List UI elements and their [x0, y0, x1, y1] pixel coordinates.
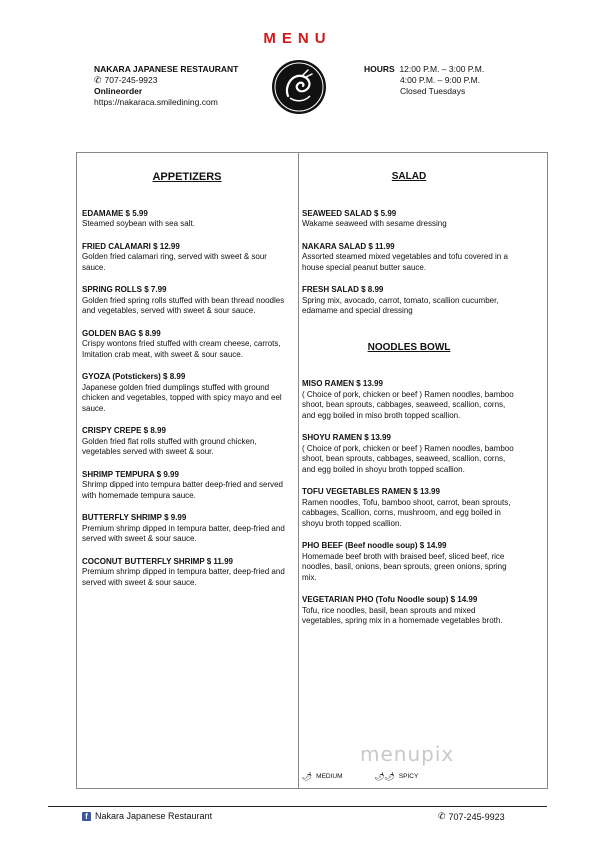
- menu-item-description: Tofu, rice noodles, basil, bean sprouts and mixed vegetables, spring mix in a homemade vegetables broth.: [302, 605, 503, 625]
- menu-item-name: EDAMAME $ 5.99: [82, 208, 148, 218]
- menu-item-description: Steamed soybean with sea salt.: [82, 219, 195, 228]
- menu-item-description: Premium shrimp dipped in tempura batter, deep-fried and served with sweet & sour sauce.: [82, 523, 285, 543]
- menu-item-name: CRISPY CREPE $ 8.99: [82, 426, 166, 435]
- noodles-heading: NOODLES BOWL: [367, 341, 451, 353]
- appetizers-column: [82, 172, 292, 600]
- dragon-logo-icon: [270, 58, 328, 116]
- menu-item: [82, 329, 292, 361]
- menu-item-name: SPRING ROLLS $ 7.99: [82, 285, 167, 294]
- menu-title: MENU: [263, 30, 332, 47]
- menu-item: [82, 372, 292, 414]
- menu-item-description: ( Choice of pork, chicken or beef ) Ramen noodles, bamboo shoot, bean sprouts, cabbages, seaweed, scallion, corns, and egg boiled in shoyu broth topped scallion.: [302, 443, 514, 474]
- menu-item: [302, 209, 516, 230]
- salad-heading: SALAD: [391, 171, 427, 182]
- menu-item-name: NAKARA SALAD $ 11.99: [302, 241, 395, 251]
- menu-item-name: SHOYU RAMEN $ 13.99: [302, 433, 391, 442]
- restaurant-name: NAKARA JAPANESE RESTAURANT: [94, 64, 239, 74]
- phone-row: [94, 75, 238, 86]
- menu-item-name: BUTTERFLY SHRIMP $ 9.99: [82, 513, 187, 522]
- menu-item: [302, 541, 516, 583]
- menu-item-name: FRESH SALAD $ 8.99: [302, 285, 384, 294]
- menu-item-description: Spring mix, avocado, carrot, tomato, scallion cucumber, edamame and special dressing: [302, 295, 499, 315]
- chili-medium-icon: 🌶: [302, 772, 313, 781]
- menu-item: [82, 513, 292, 545]
- phone-icon: ✆: [438, 811, 446, 821]
- phone-icon: ✆: [94, 75, 102, 85]
- menu-item-description: Premium shrimp dipped in tempura batter, deep-fried and served with sweet & sour sauce.: [82, 567, 285, 587]
- menu-item: [82, 242, 292, 274]
- footer-phone[interactable]: [438, 811, 505, 822]
- order-url[interactable]: https://nakaraca.smiledining.com: [94, 97, 218, 107]
- facebook-label: Nakara Japanese Restaurant: [95, 811, 213, 821]
- menu-item-description: Golden fried calamari ring, served with sweet & sour sauce.: [82, 252, 267, 272]
- appetizers-heading: APPETIZERS: [152, 171, 222, 183]
- menu-item-name: SHRIMP TEMPURA $ 9.99: [82, 469, 179, 479]
- menu-item-description: Homemade beef broth with braised beef, sliced beef, rice noodles, basil, onions, bean sprouts, green onions, spring mix.: [302, 551, 507, 582]
- column-divider: [298, 152, 299, 788]
- menu-item-name: FRIED CALAMARI $ 12.99: [82, 241, 180, 251]
- phone-number: 707-245-9923: [104, 75, 158, 85]
- hours-block: [364, 64, 484, 97]
- menu-item-name: TOFU VEGETABLES RAMEN $ 13.99: [302, 487, 440, 496]
- menu-item: [82, 285, 292, 317]
- menu-item-name: GOLDEN BAG $ 8.99: [82, 328, 161, 338]
- menu-item-name: VEGETARIAN PHO (Tofu Noodle soup) $ 14.99: [302, 595, 478, 604]
- chili-spicy-icon: 🌶🌶: [374, 772, 395, 781]
- menu-item-name: SEAWEED SALAD $ 5.99: [302, 208, 397, 218]
- facebook-icon: f: [82, 812, 91, 821]
- salad-noodles-column: [302, 172, 516, 639]
- menu-item-description: Golden fried flat rolls stuffed with ground chicken, vegetables served with sweet & sour.: [82, 436, 257, 456]
- footer-facebook[interactable]: [82, 811, 212, 821]
- menu-item-description: Ramen noodles, Tofu, bamboo shoot, carrot, bean sprouts, cabbages, Scallion, corns, mushroom, and egg boiled in shoyu broth topped scallion.: [302, 497, 511, 528]
- menu-item: [302, 595, 516, 627]
- menu-item-name: MISO RAMEN $ 13.99: [302, 379, 383, 388]
- menu-item-description: Shrimp dipped into tempura batter deep-fried and served with homemade tempura sauce.: [82, 480, 284, 500]
- menu-item: [82, 470, 292, 502]
- spice-legend: [302, 772, 418, 781]
- menu-item: [302, 487, 516, 529]
- menu-item: [82, 209, 292, 230]
- menu-item-name: PHO BEEF (Beef noodle soup) $ 14.99: [302, 541, 447, 550]
- legend-spicy: SPICY: [398, 773, 419, 780]
- hours-line-1: 12:00 P.M. – 3:00 P.M.: [399, 64, 485, 74]
- menu-item-description: Golden fried spring rolls stuffed with bean thread noodles and vegetables, served with sweet & sour sauce.: [82, 295, 285, 315]
- hours-label: HOURS: [364, 64, 395, 74]
- menu-item-name: GYOZA (Potstickers) $ 8.99: [82, 372, 186, 381]
- menu-item-description: Wakame seaweed with sesame dressing: [302, 219, 447, 228]
- hours-line-2: 4:00 P.M. – 9:00 P.M.: [400, 75, 481, 85]
- menu-item: [302, 242, 516, 274]
- footer-phone-number: 707-245-9923: [448, 811, 505, 822]
- menu-item: [82, 557, 292, 589]
- restaurant-info: [94, 64, 238, 108]
- hours-line-3: Closed Tuesdays: [400, 86, 466, 96]
- menu-item-description: ( Choice of pork, chicken or beef ) Ramen noodles, bamboo shoot, bean sprouts, cabbages, seaweed, scallion, corns, and egg boiled in miso broth topped scallion.: [302, 389, 514, 420]
- menu-item: [82, 426, 292, 458]
- menu-item: [302, 433, 516, 475]
- menu-item: [302, 285, 516, 317]
- menu-item: [302, 379, 516, 421]
- watermark: menupix: [360, 742, 455, 766]
- legend-medium: MEDIUM: [316, 773, 343, 780]
- online-order-label: Onlineorder: [94, 86, 143, 96]
- menu-item-description: Japanese golden fried dumplings stuffed with ground chicken and vegetables, topped with spicy mayo and eel sauce.: [82, 382, 282, 413]
- menu-item-description: Crispy wontons fried stuffed with cream cheese, carrots, Imitation crab meat, with sweet & sour sauce.: [82, 339, 281, 359]
- footer-rule: [48, 806, 547, 807]
- menu-item-name: COCONUT BUTTERFLY SHRIMP $ 11.99: [82, 556, 233, 566]
- menu-item-description: Assorted steamed mixed vegetables and tofu covered in a house special peanut butter sauce.: [302, 252, 508, 272]
